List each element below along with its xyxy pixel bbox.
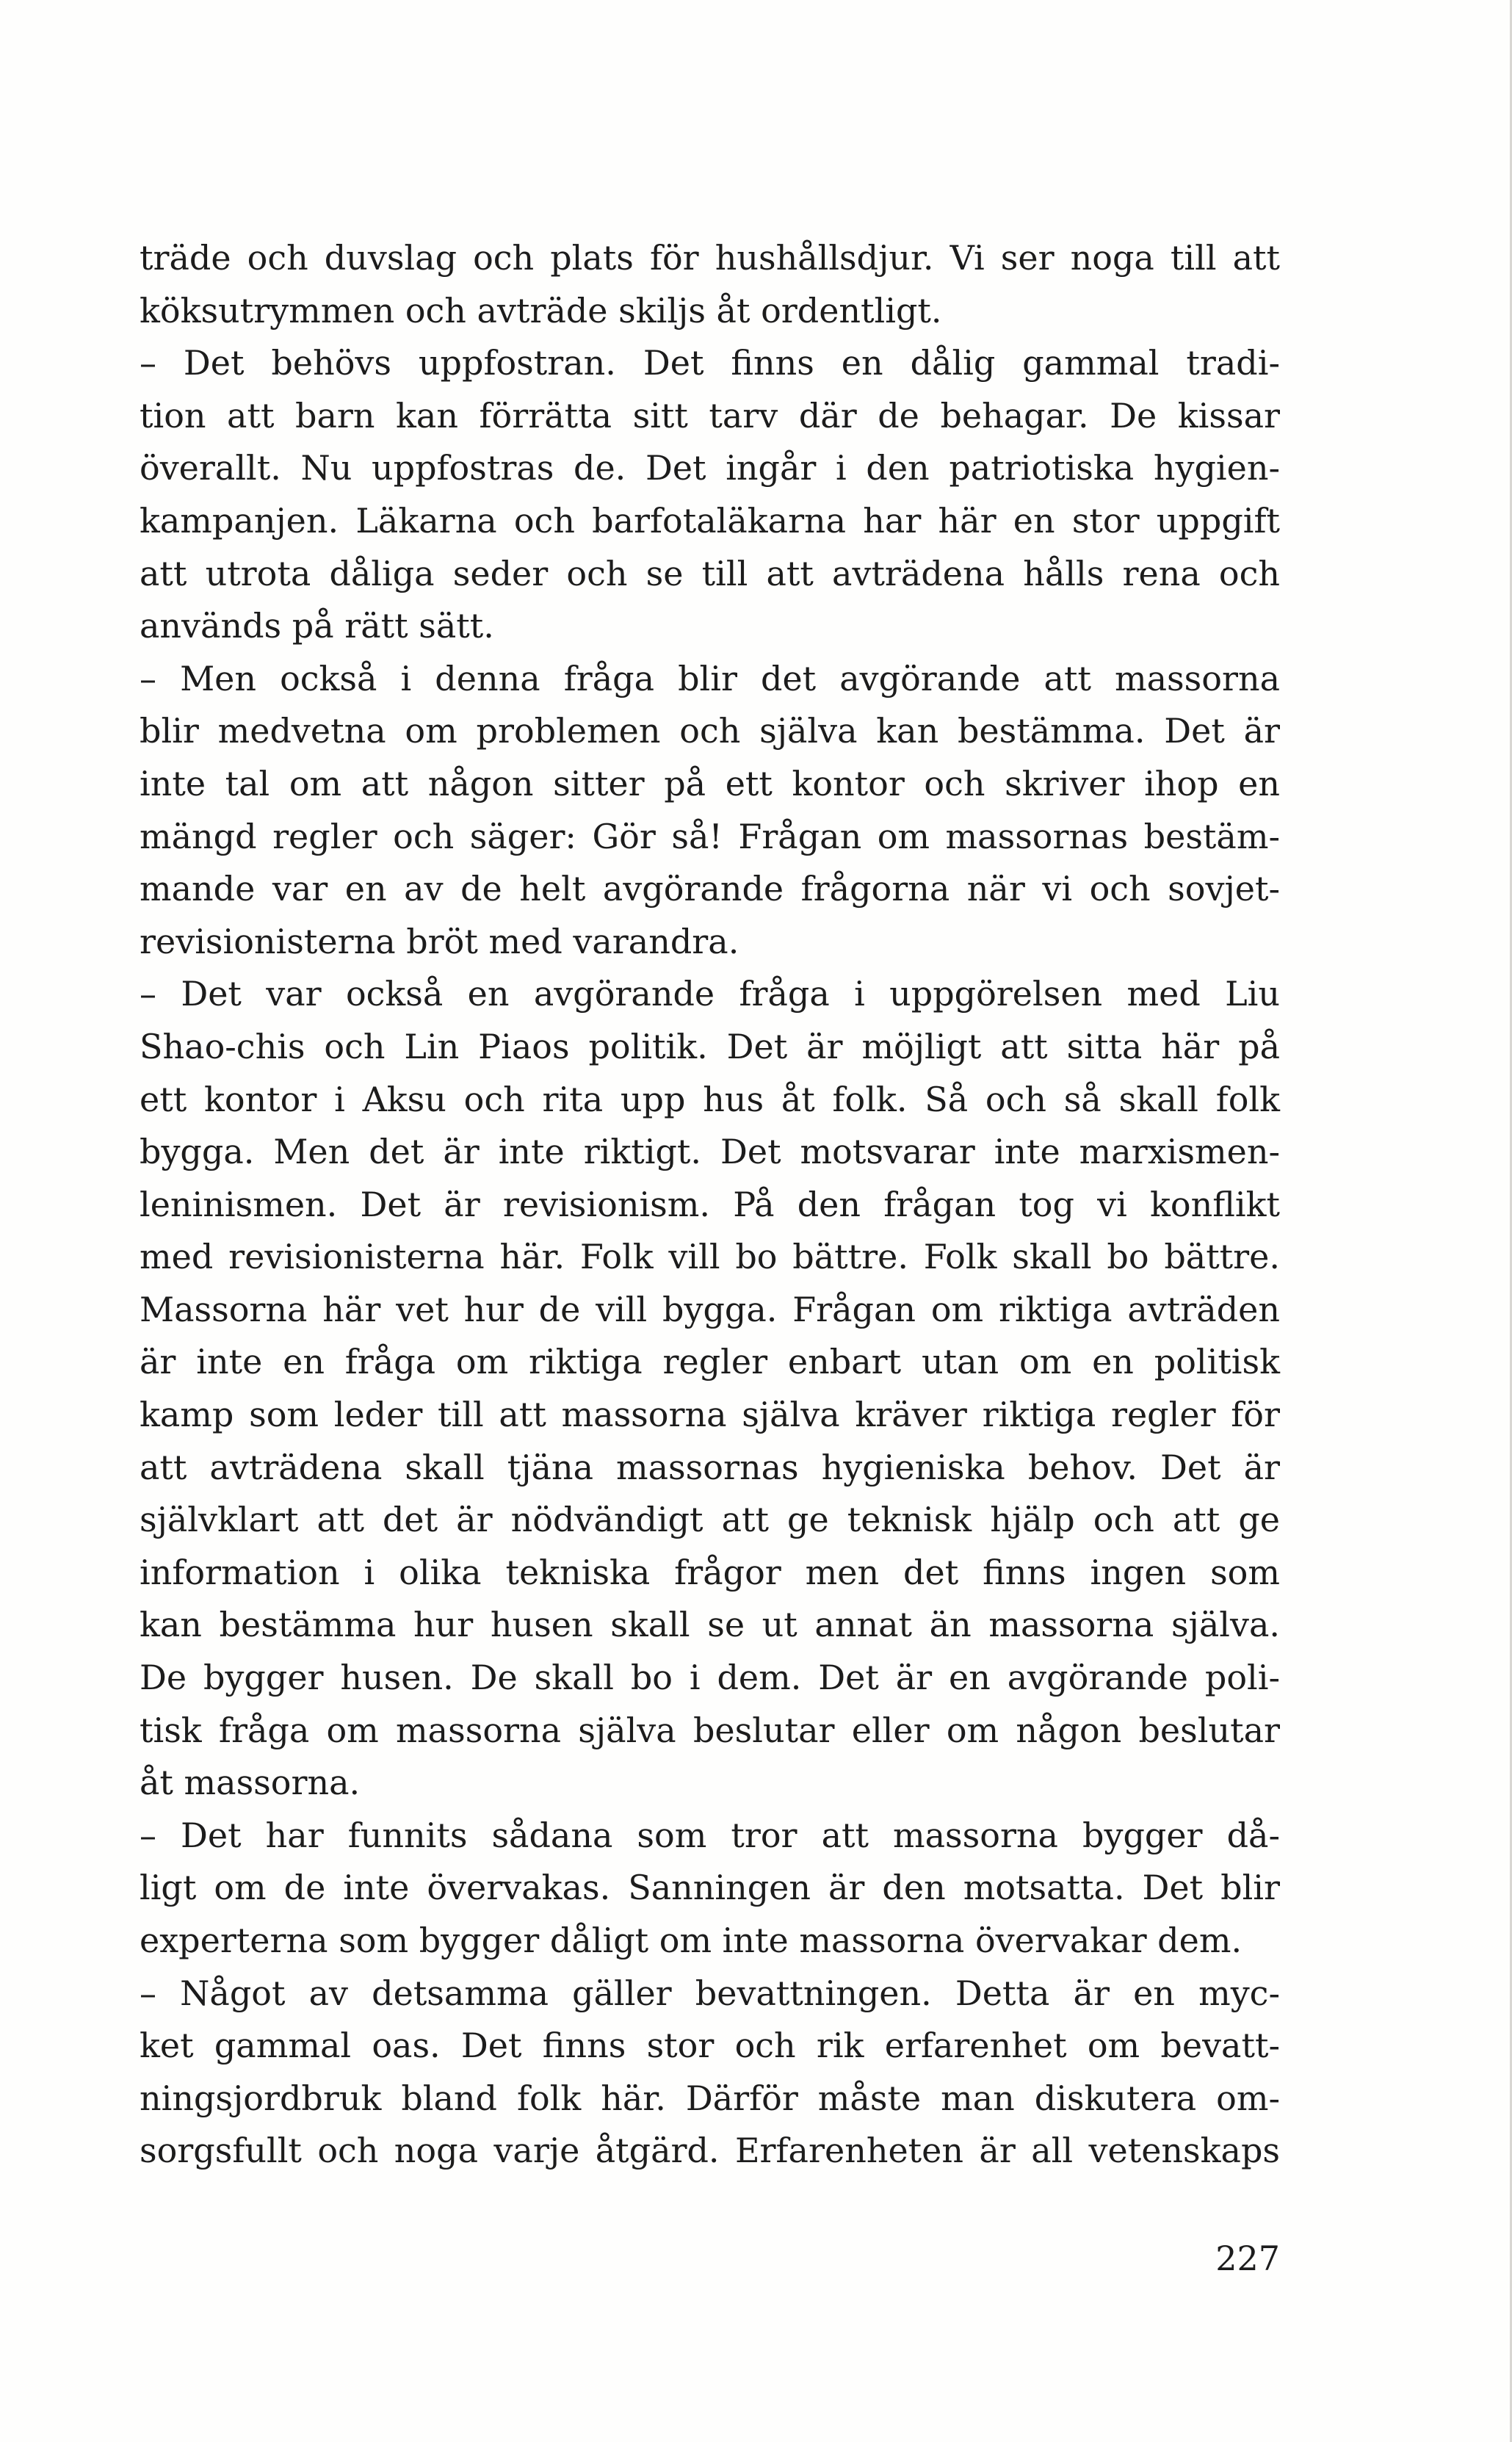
text-line: överallt. Nu uppfostras de. Det ingår i den patriotiska hygien-	[140, 448, 1280, 488]
text-line: Massorna här vet hur de vill bygga. Frågan om riktiga avträden	[140, 1289, 1280, 1329]
text-line: Shao-chis och Lin Piaos politik. Det är möjligt att sitta här på	[140, 1026, 1280, 1066]
text-line: självklart att det är nödvändigt att ge teknisk hjälp och att ge	[140, 1500, 1280, 1540]
text-line: ningsjordbruk bland folk här. Därför måste man diskutera om-	[140, 2078, 1280, 2118]
text-line: köksutrymmen och avträde skiljs åt ordentligt.	[140, 290, 942, 330]
text-line: kan bestämma hur husen skall se ut annat än massorna själva.	[140, 1605, 1280, 1645]
text-line: – Det var också en avgörande fråga i uppgörelsen med Liu	[140, 974, 1280, 1014]
text-line: mande var en av de helt avgörande frågorna när vi och sovjet-	[140, 869, 1280, 909]
text-line: att avträdena skall tjäna massornas hygieniska behov. Det är	[140, 1447, 1280, 1487]
text-line: ket gammal oas. Det finns stor och rik erfarenhet om bevatt-	[140, 2026, 1280, 2066]
text-line: information i olika tekniska frågor men det finns ingen som	[140, 1552, 1280, 1592]
text-line: mängd regler och säger: Gör så! Frågan om massornas bestäm-	[140, 816, 1280, 856]
text-line: leninismen. Det är revisionism. På den frågan tog vi konflikt	[140, 1184, 1280, 1224]
text-line: inte tal om att någon sitter på ett kontor och skriver ihop en	[140, 763, 1280, 803]
text-line: – Något av detsamma gäller bevattningen. Detta är en myc-	[140, 1973, 1280, 2013]
text-line: kampanjen. Läkarna och barfotaläkarna har här en stor uppgift	[140, 500, 1280, 541]
text-line: åt massorna.	[140, 1763, 361, 1803]
page-number: 227	[1215, 2239, 1280, 2278]
text-line: revisionisterna bröt med varandra.	[140, 921, 739, 961]
text-line: att utrota dåliga seder och se till att avträdena hålls rena och	[140, 553, 1280, 593]
text-line: sorgsfullt och noga varje åtgärd. Erfarenheten är all vetenskaps	[140, 2131, 1280, 2171]
text-line: används på rätt sätt.	[140, 606, 494, 646]
text-line: tion att barn kan förrätta sitt tarv där de behagar. De kissar	[140, 395, 1280, 436]
text-line: – Men också i denna fråga blir det avgörande att massorna	[140, 658, 1280, 698]
text-line: blir medvetna om problemen och själva kan bestämma. Det är	[140, 711, 1280, 751]
text-line: – Det har funnits sådana som tror att massorna bygger då-	[140, 1815, 1280, 1855]
text-line: experterna som bygger dåligt om inte massorna övervakar dem.	[140, 1921, 1242, 1960]
body-text	[140, 232, 1280, 2178]
text-line: ligt om de inte övervakas. Sanningen är den motsatta. Det blir	[140, 1868, 1280, 1908]
text-line: kamp som leder till att massorna själva kräver riktiga regler för	[140, 1395, 1280, 1435]
text-line: är inte en fråga om riktiga regler enbart utan om en politisk	[140, 1342, 1280, 1382]
text-line: ett kontor i Aksu och rita upp hus åt folk. Så och så skall folk	[140, 1079, 1280, 1119]
text-line: med revisionisterna här. Folk vill bo bättre. Folk skall bo bättre.	[140, 1237, 1280, 1277]
text-line: De bygger husen. De skall bo i dem. Det är en avgörande poli-	[140, 1658, 1280, 1698]
text-line: träde och duvslag och plats för hushållsdjur. Vi ser noga till att	[140, 238, 1280, 278]
text-line: tisk fråga om massorna själva beslutar eller om någon beslutar	[140, 1710, 1280, 1750]
text-line: – Det behövs uppfostran. Det finns en dålig gammal tradi-	[140, 343, 1280, 383]
text-line: bygga. Men det är inte riktigt. Det motsvarar inte marxismen-	[140, 1132, 1280, 1172]
